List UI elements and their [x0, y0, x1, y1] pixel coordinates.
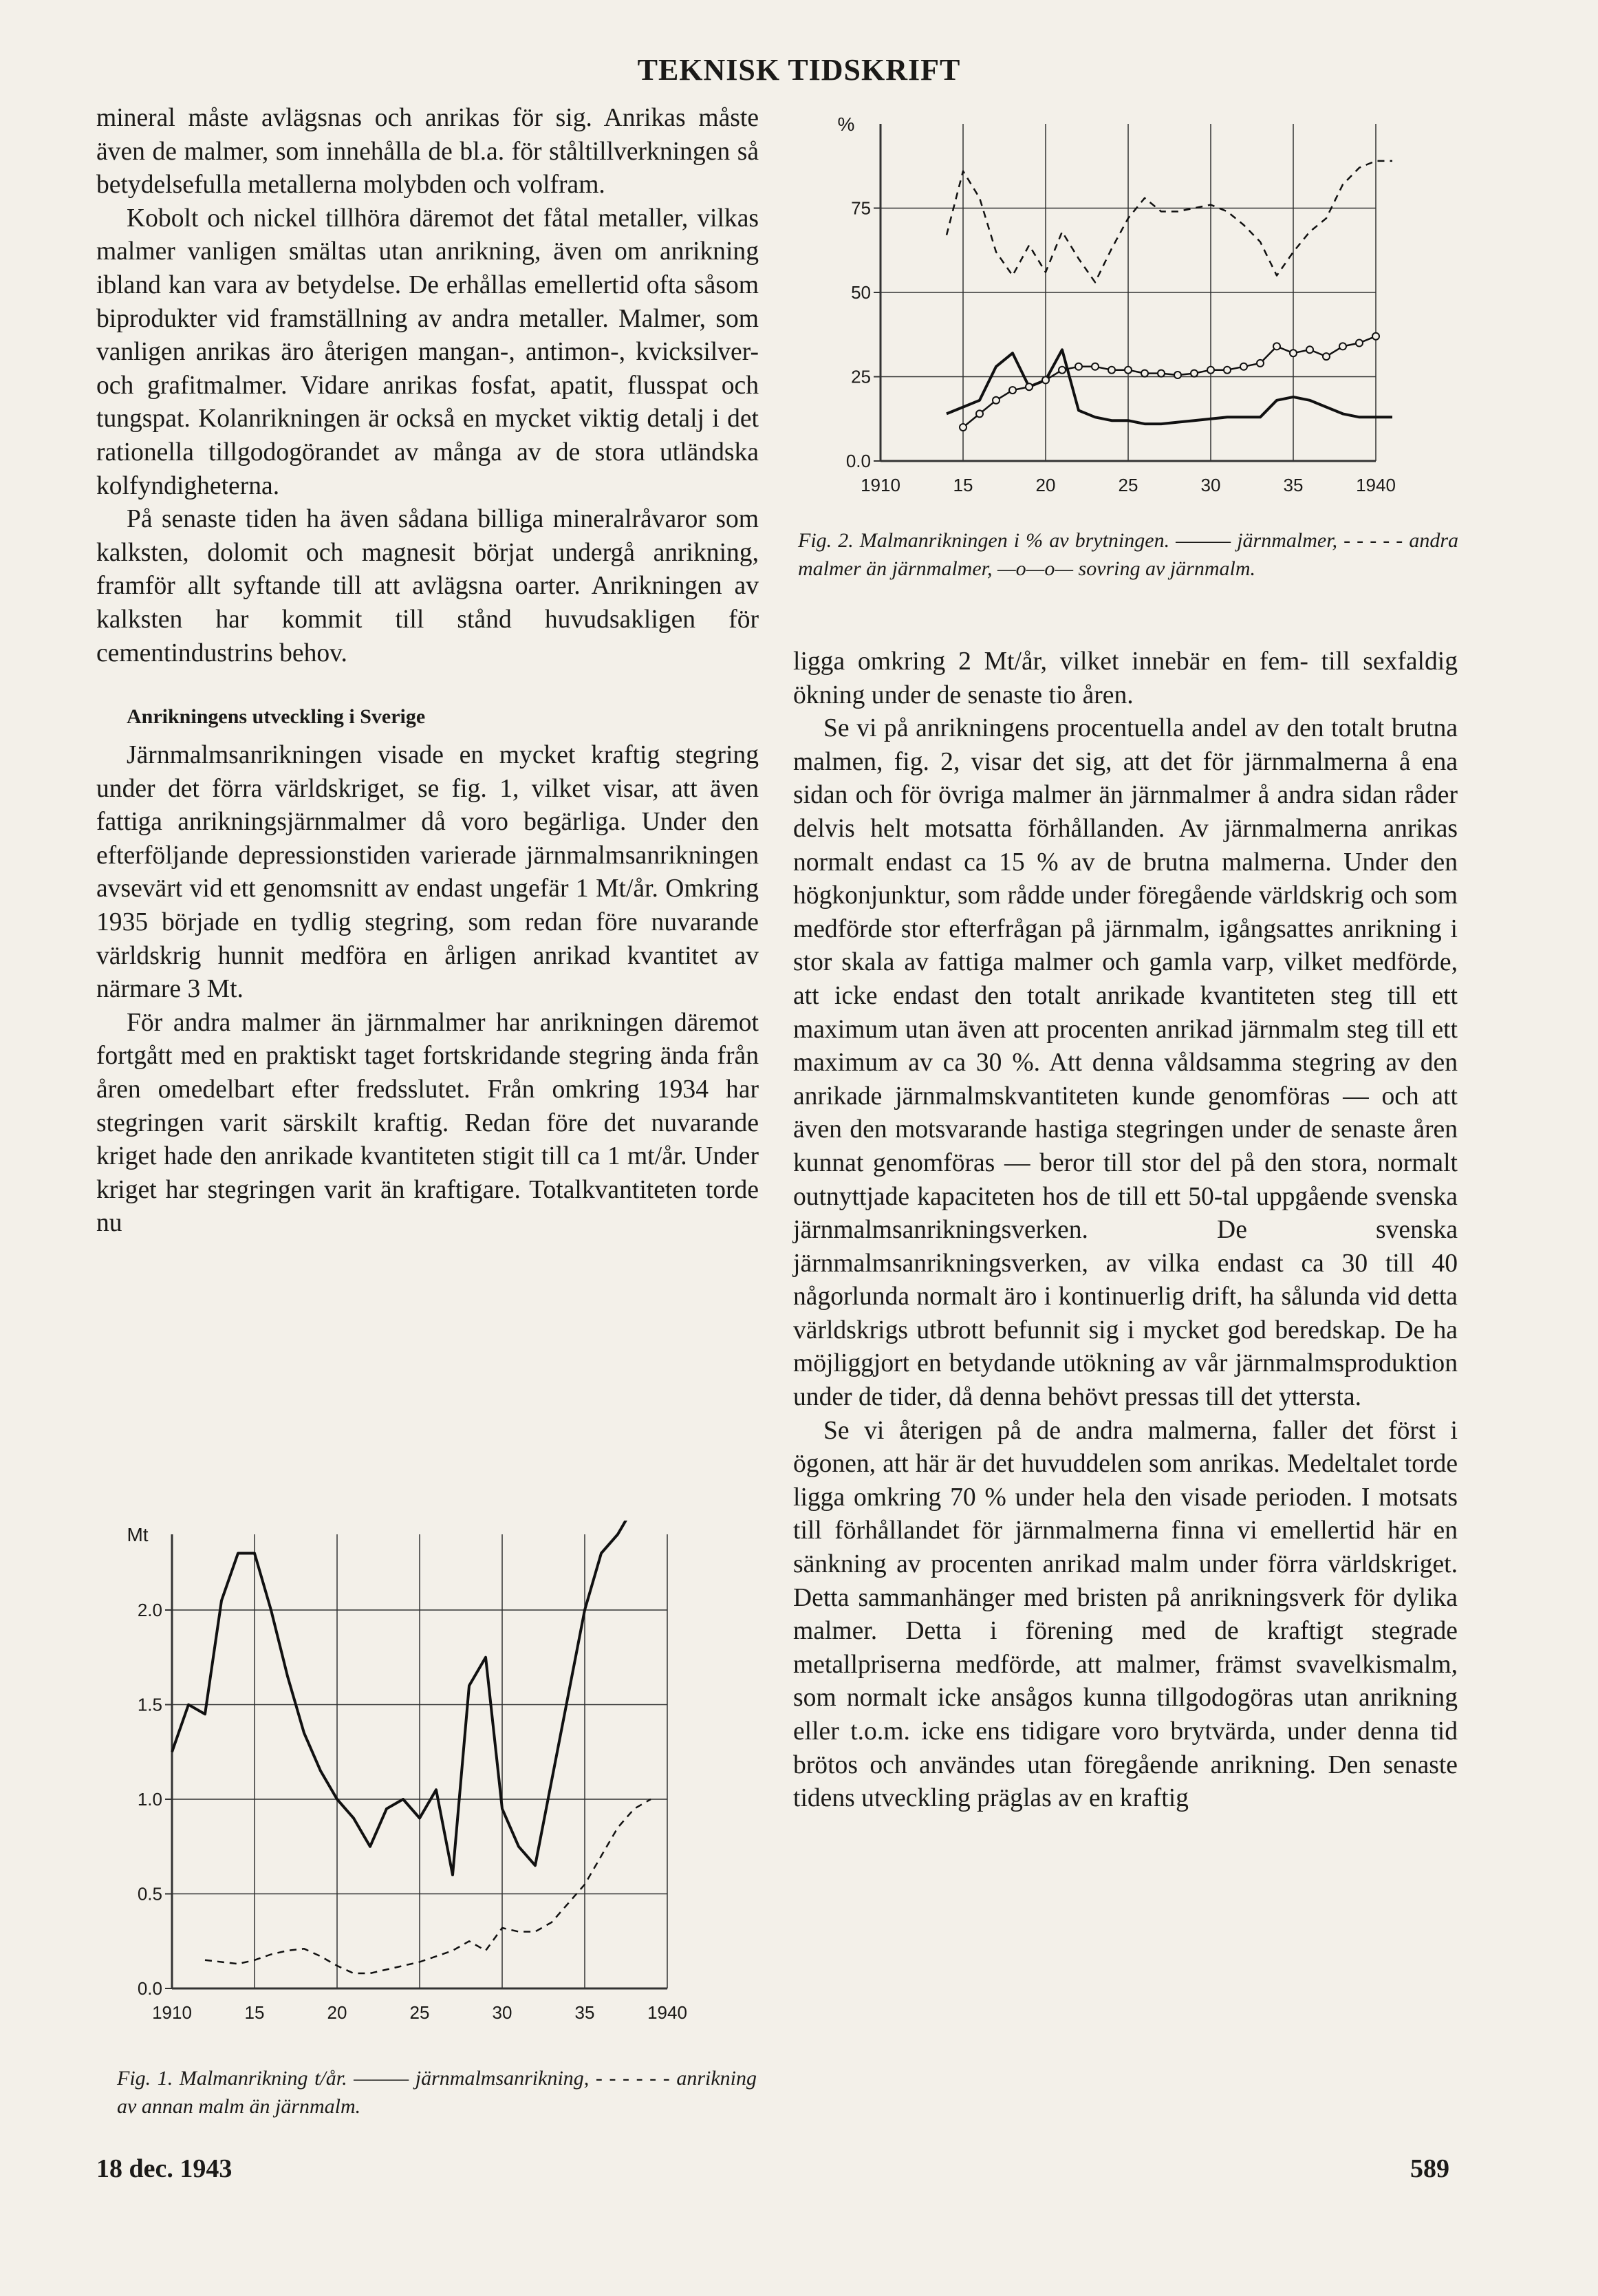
series-point-marker — [1224, 367, 1231, 374]
series-point-marker — [1158, 370, 1165, 377]
x-tick-label: 1910 — [152, 2002, 192, 2023]
series-point-marker — [1108, 367, 1115, 374]
series-point-marker — [1273, 343, 1280, 350]
series-point-marker — [993, 397, 1000, 404]
x-tick-label: 1940 — [647, 2002, 687, 2023]
series-point-marker — [1290, 350, 1297, 356]
left-column — [96, 102, 759, 1241]
series-point-marker — [1356, 340, 1363, 347]
series-point-marker — [976, 410, 983, 417]
series-line-circles — [963, 336, 1376, 427]
paragraph: På senaste tiden ha även sådana billiga mineralråvaror som kalksten, dolomit och magnesit börjat undergå anrikning, framför allt syftande till att avlägsna oarter. Anrikningen av kalksten har kommit till stånd huvudsakligen för cementindustrins behov. — [96, 505, 759, 667]
x-tick-label: 20 — [1035, 475, 1056, 495]
series-point-marker — [1323, 353, 1330, 360]
paragraph: Kobolt och nickel tillhöra däremot det fåtal metaller, vilkas malmer vanligen smältas utan anrikning, även om anrikning ibland kan vara av betydelse. De erhållas emellertid ofta såsom biprodukter vid framställning av andra metaller. Malmer, som vanligen anrikas äro återigen mangan-, antimon-, kvicksilver- och grafitmalmer. Vidare anrikas fosfat, apatit, flusspat och tungspat. Kolanrikningen är också en mycket viktig detalj i det rationella tillgodogörandet av många av de stora utländska kolfyndigheterna. — [96, 204, 759, 500]
series-point-marker — [1339, 343, 1346, 350]
series-point-marker — [1141, 370, 1148, 377]
series-point-marker — [1059, 367, 1066, 374]
series-point-marker — [1306, 346, 1313, 353]
series-point-marker — [1092, 363, 1099, 370]
x-tick-label: 1910 — [861, 475, 900, 495]
y-tick-label: 25 — [851, 366, 871, 387]
x-tick-label: 15 — [244, 2002, 265, 2023]
series-point-marker — [1174, 372, 1181, 378]
footer-date: 18 dec. 1943 — [96, 2154, 233, 2183]
paragraph: Se vi på anrikningens procentuella andel av den totalt brutna malmen, fig. 2, visar det sig, att det för järnmalmerna å ena sidan och för övriga malmer än järnmalmer å andra sidan råder delvis helt motsatta förhållanden. Av järnmalmerna anrikas normalt endast ca 15 % av de brutna malmerna. Under den högkonjunktur, som rådde under föregående världskrig och som medförde stor efterfrågan på järnmalm, igångsattes anrikning i stor skala av fattiga malmer och gamla varp, vilket medförde, att icke endast den totalt anrikade kvantiteten steg till ett maximum utan även att procenten anrikad järnmalm steg till ett maximum av ca 30 %. Att denna våldsamma stegring av den anrikade järnmalmskvantiteten kunde genomföras — och att även den motsvarande hastiga stegringen under de senaste åren kunnat genomföras — beror till stor del på den stora, normalt outnyttjade kapaciteten hos de till ett 50-tal uppgående svenska järnmalmsanrikningsverken. De svenska järnmalmsanrikningsverken, av vilka endast ca 30 till 40 någorlunda normalt äro i kontinuerlig drift, ha sålunda vid detta världskrigs utbrott befunnit sig i mycket god beredskap. De ha möjliggjort en betydande utökning av vår järnmalmsproduktion under de tider, då denna behövt pressas till det yttersta. — [793, 714, 1458, 1412]
series-point-marker — [1026, 383, 1033, 390]
y-tick-label: 1.5 — [137, 1694, 162, 1715]
series-line-dashed — [205, 1799, 651, 1973]
y-axis-label: Mt — [127, 1524, 149, 1545]
x-tick-label: 35 — [1283, 475, 1304, 495]
series-point-marker — [1207, 367, 1214, 374]
paragraph: För andra malmer än järnmalmer har anrikningen däremot fortgått med en praktiskt taget fortskridande stegring ända från åren omedelbart efter fredsslutet. Från omkring 1934 har stegringen varit särskilt kraftig. Redan före det nuvarande kriget hade den anrikade kvantiteten stigit till ca 1 mt/år. Under kriget har stegringen varit än kraftigare. Totalkvantiteten torde nu — [96, 1008, 759, 1238]
right-column — [793, 645, 1458, 1816]
figure-1-caption: Fig. 1. Malmanrikning t/år. ——— järnmalmsanrikning, - - - - - - anrikning av annan malm än järnmalm. — [117, 2067, 757, 2118]
x-tick-label: 30 — [1200, 475, 1221, 495]
x-tick-label: 35 — [574, 2002, 595, 2023]
y-tick-label: 0.0 — [137, 1978, 162, 1999]
y-tick-label: 75 — [851, 197, 871, 219]
y-tick-label: 50 — [851, 282, 871, 303]
series-point-marker — [1009, 387, 1016, 394]
paragraph: Se vi återigen på de andra malmerna, faller det först i ögonen, att här är det huvuddelen som anrikas. Medeltalet torde ligga omkring 70 % under hela den visade perioden. I motsats till förhållandet för järnmalmerna finna vi emellertid här en sänkning av procenten anrikad malm under förra världskriget. Detta sammanhänger med bristen på anrikningsverk för dylika malmer. Detta i förening med de kraftigt stegrade metallpriserna medförde, att malmer, främst svavelkismalm, som normalt icke ansågos kunna tillgodogöras utan anrikning eller t.o.m. icke ens tidigare voro brytvärda, under denna tid brötos och användes utan föregående anrikning. Den senaste tidens utveckling präglas av en kraftig — [793, 1416, 1458, 1813]
series-point-marker — [960, 424, 967, 431]
section-subheading: Anrikningens utveckling i Sverige — [127, 705, 426, 729]
journal-header: TEKNISK TIDSKRIFT — [637, 53, 961, 87]
series-point-marker — [1257, 360, 1264, 367]
figure-1-chart — [117, 1521, 736, 2057]
y-axis-label: % — [837, 114, 855, 135]
page-number: 589 — [1410, 2154, 1449, 2183]
y-tick-label: 1.0 — [137, 1789, 162, 1810]
x-tick-label: 30 — [492, 2002, 512, 2023]
series-point-marker — [1191, 370, 1198, 377]
series-point-marker — [1125, 367, 1132, 374]
paragraph: ligga omkring 2 Mt/år, vilket innebär en fem- till sexfaldig ökning under de senaste tio åren. — [793, 647, 1458, 709]
x-tick-label: 1940 — [1356, 475, 1396, 495]
y-tick-label: 0.5 — [137, 1883, 162, 1905]
y-tick-label: 2.0 — [137, 1600, 162, 1620]
paragraph: Järnmalmsanrikningen visade en mycket kraftig stegring under det förra världskriget, se fig. 1, vilket visar, att även fattiga anrikningsjärnmalmer då voro begärliga. Under den efterföljande depressionstiden varierade järnmalmsanrikningen avsevärt vid ett genomsnitt av endast ungefär 1 Mt/år. Omkring 1935 började en tydlig stegring, som redan före nuvarande världskrig hunnit medföra en årligen anrikad kvantitet av närmare 3 Mt. — [96, 741, 759, 1004]
paragraph: mineral måste avlägsnas och anrikas för sig. Anrikas måste även de malmer, som innehålla de bl.a. för ståltillverkningen så betydelsefulla metallerna molybden och volfram. — [96, 104, 759, 200]
series-point-marker — [1075, 363, 1082, 370]
series-point-marker — [1240, 363, 1247, 370]
x-tick-label: 25 — [409, 2002, 430, 2023]
series-line-solid — [172, 1521, 634, 1875]
series-point-marker — [1372, 333, 1379, 340]
x-tick-label: 20 — [327, 2002, 347, 2023]
series-point-marker — [1042, 376, 1049, 383]
figure-2-chart — [825, 110, 1445, 516]
x-tick-label: 25 — [1118, 475, 1138, 495]
series-line-dashed — [947, 161, 1392, 282]
y-tick-label: 0.0 — [845, 451, 871, 471]
x-tick-label: 15 — [953, 475, 973, 495]
figure-2-caption: Fig. 2. Malmanrikningen i % av brytningen. ——— järnmalmer, - - - - - andra malmer än järnmalmer, —o—o— sovring av järnmalm. — [798, 529, 1458, 580]
